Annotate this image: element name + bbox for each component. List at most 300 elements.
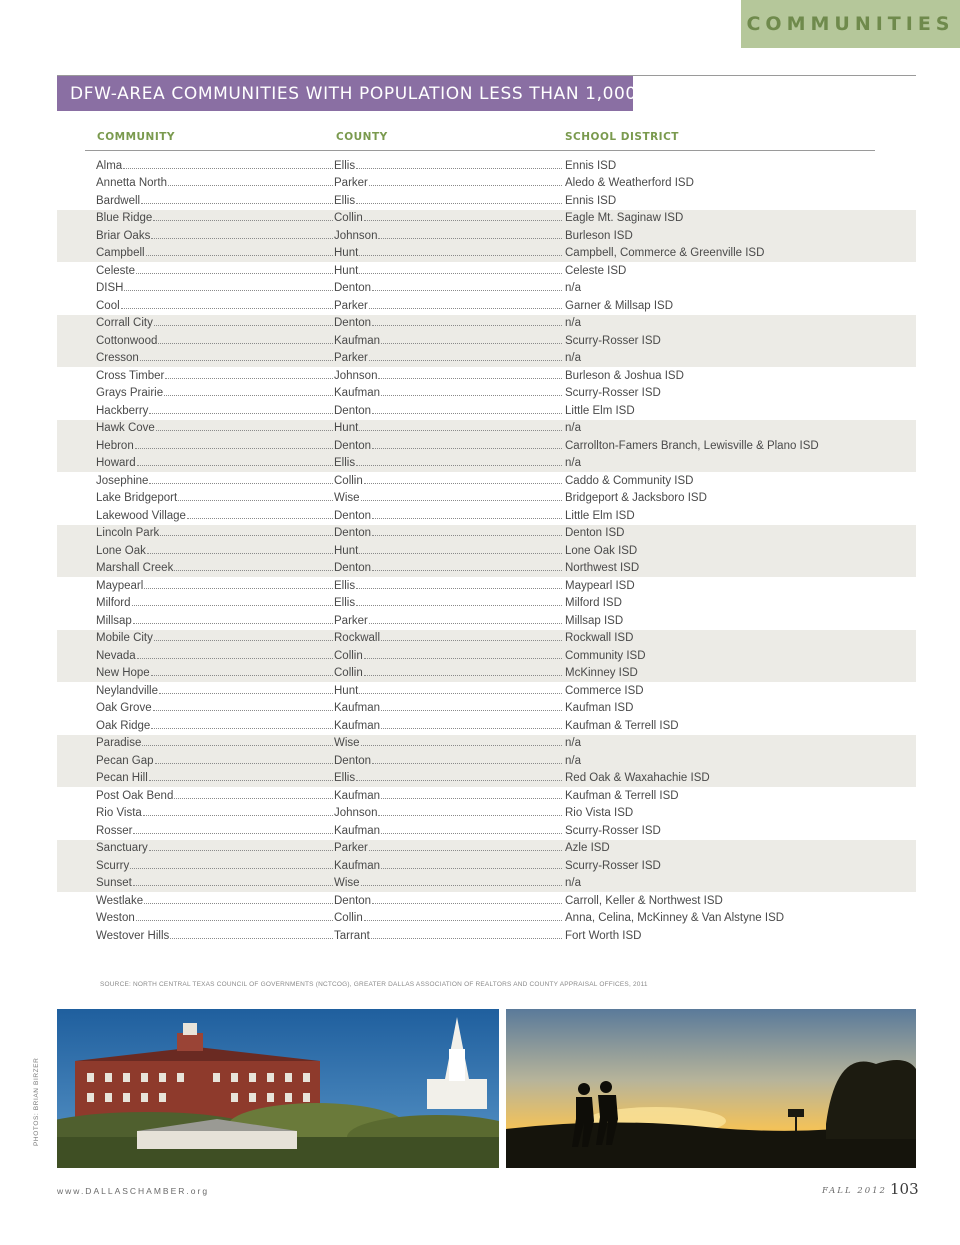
- community-cell-text: Josephine: [96, 474, 149, 487]
- county-cell-text: Parker: [334, 352, 368, 365]
- community-cell-text: Post Oak Bend: [96, 789, 174, 802]
- dot-leader: [164, 395, 333, 396]
- school-district-cell: [565, 685, 905, 697]
- community-cell-text: Cresson: [96, 352, 139, 365]
- dot-leader: [133, 885, 333, 886]
- community-cell: [96, 247, 334, 259]
- county-cell: [334, 405, 563, 417]
- dot-leader: [356, 465, 562, 466]
- table-row: [57, 700, 916, 718]
- school-district-cell-text: Bridgeport & Jacksboro ISD: [565, 492, 707, 505]
- dot-leader: [151, 728, 333, 729]
- county-cell: [334, 510, 563, 522]
- community-cell: [96, 615, 334, 627]
- table-row: [57, 192, 916, 210]
- table-row: [57, 560, 916, 578]
- table-row: [57, 805, 916, 823]
- dot-leader: [151, 675, 333, 676]
- school-district-cell: [565, 230, 905, 242]
- county-cell-text: Denton: [334, 509, 372, 522]
- community-cell-text: Sunset: [96, 877, 132, 890]
- school-district-cell: [565, 562, 905, 574]
- community-cell: [96, 632, 334, 644]
- county-cell: [334, 527, 563, 539]
- community-cell-text: Lincoln Park: [96, 527, 160, 540]
- school-district-cell: [565, 807, 905, 819]
- county-cell: [334, 282, 563, 294]
- county-cell: [334, 790, 563, 802]
- school-district-cell-text: Scurry-Rosser ISD: [565, 824, 661, 837]
- school-district-cell-text: Caddo & Community ISD: [565, 474, 694, 487]
- dot-leader: [369, 623, 562, 624]
- community-cell-text: Cottonwood: [96, 334, 158, 347]
- community-cell-text: New Hope: [96, 667, 150, 680]
- county-cell-text: Collin: [334, 912, 363, 925]
- school-district-cell: [565, 737, 905, 749]
- table-row: [57, 542, 916, 560]
- county-cell: [334, 300, 563, 312]
- community-cell-text: Scurry: [96, 859, 130, 872]
- community-cell-text: Oak Ridge: [96, 719, 151, 732]
- school-district-cell: [565, 632, 905, 644]
- school-district-cell: [565, 422, 905, 434]
- dot-leader: [137, 465, 333, 466]
- dot-leader: [154, 325, 333, 326]
- school-district-cell-text: Rio Vista ISD: [565, 807, 634, 820]
- county-cell: [334, 772, 563, 784]
- table-row: [57, 157, 916, 175]
- school-district-cell: [565, 160, 905, 172]
- county-cell-text: Collin: [334, 474, 363, 487]
- community-cell: [96, 527, 334, 539]
- dot-leader: [361, 745, 562, 746]
- dot-leader: [143, 815, 333, 816]
- dot-leader: [369, 850, 562, 851]
- school-district-cell-text: Scurry-Rosser ISD: [565, 334, 661, 347]
- dot-leader: [154, 640, 333, 641]
- school-district-cell-text: n/a: [565, 422, 581, 435]
- community-cell-text: Pecan Gap: [96, 754, 154, 767]
- community-cell-text: Lake Bridgeport: [96, 492, 178, 505]
- dot-leader: [359, 693, 562, 694]
- school-district-cell: [565, 702, 905, 714]
- community-cell: [96, 720, 334, 732]
- column-header-community: COMMUNITY: [97, 131, 176, 143]
- county-cell: [334, 842, 563, 854]
- county-cell-text: Hunt: [334, 422, 359, 435]
- community-cell-text: Hackberry: [96, 404, 149, 417]
- school-district-cell-text: Fort Worth ISD: [565, 929, 642, 942]
- school-district-cell: [565, 370, 905, 382]
- county-cell: [334, 440, 563, 452]
- community-cell: [96, 597, 334, 609]
- dot-leader: [147, 553, 333, 554]
- community-cell: [96, 667, 334, 679]
- footer-issue: FALL 2012: [822, 1186, 887, 1196]
- dot-leader: [356, 203, 562, 204]
- school-district-cell-text: Lone Oak ISD: [565, 544, 638, 557]
- community-cell-text: Cool: [96, 299, 120, 312]
- dot-leader: [359, 430, 562, 431]
- community-cell-text: Maypearl: [96, 579, 144, 592]
- community-cell: [96, 650, 334, 662]
- table-row: [57, 507, 916, 525]
- table-row: [57, 367, 916, 385]
- dot-leader: [135, 448, 333, 449]
- community-cell: [96, 685, 334, 697]
- community-cell: [96, 370, 334, 382]
- community-cell-text: Westlake: [96, 894, 144, 907]
- dot-leader: [372, 570, 562, 571]
- community-cell: [96, 160, 334, 172]
- dot-leader: [356, 168, 562, 169]
- community-cell: [96, 702, 334, 714]
- school-district-cell-text: Carrollton-Famers Branch, Lewisville & Plano ISD: [565, 439, 819, 452]
- county-cell-text: Kaufman: [334, 387, 381, 400]
- dot-leader: [356, 588, 562, 589]
- county-cell: [334, 667, 563, 679]
- school-district-cell-text: Kaufman & Terrell ISD: [565, 719, 679, 732]
- table-row: [57, 280, 916, 298]
- dot-leader: [174, 798, 333, 799]
- sunset-joggers-photo: [506, 1009, 916, 1168]
- dot-leader: [137, 658, 333, 659]
- school-district-cell: [565, 405, 905, 417]
- county-cell-text: Kaufman: [334, 789, 381, 802]
- dot-leader: [372, 290, 562, 291]
- county-cell-text: Kaufman: [334, 719, 381, 732]
- table-row: [57, 262, 916, 280]
- community-cell: [96, 177, 334, 189]
- dot-leader: [381, 710, 562, 711]
- table-row: [57, 385, 916, 403]
- county-cell-text: Hunt: [334, 264, 359, 277]
- community-cell-text: Milford: [96, 597, 131, 610]
- dot-leader: [149, 780, 333, 781]
- dot-leader: [381, 640, 562, 641]
- school-district-cell-text: Milford ISD: [565, 597, 622, 610]
- county-cell-text: Tarrant: [334, 929, 370, 942]
- school-district-cell: [565, 545, 905, 557]
- dot-leader: [378, 378, 562, 379]
- dot-leader: [187, 518, 333, 519]
- county-cell-text: Kaufman: [334, 859, 381, 872]
- community-cell: [96, 580, 334, 592]
- school-district-cell-text: Denton ISD: [565, 527, 625, 540]
- county-cell: [334, 545, 563, 557]
- community-cell: [96, 265, 334, 277]
- dot-leader: [141, 203, 333, 204]
- community-cell: [96, 912, 334, 924]
- school-district-cell-text: Red Oak & Waxahachie ISD: [565, 772, 710, 785]
- community-cell-text: Rio Vista: [96, 807, 142, 820]
- table-row: [57, 297, 916, 315]
- community-cell-text: Alma: [96, 159, 123, 172]
- county-cell-text: Ellis: [334, 457, 356, 470]
- table-row: [57, 647, 916, 665]
- table-row: [57, 577, 916, 595]
- county-cell-text: Denton: [334, 527, 372, 540]
- county-cell: [334, 877, 563, 889]
- school-district-cell-text: Garner & Millsap ISD: [565, 299, 674, 312]
- table-row: [57, 822, 916, 840]
- community-cell-text: Mobile City: [96, 632, 153, 645]
- table-row: [57, 227, 916, 245]
- community-cell: [96, 195, 334, 207]
- table-row: [57, 717, 916, 735]
- dot-leader: [132, 605, 333, 606]
- county-cell-text: Rockwall: [334, 632, 381, 645]
- school-district-cell: [565, 527, 905, 539]
- dot-leader: [151, 238, 333, 239]
- dot-leader: [121, 308, 333, 309]
- county-cell: [334, 650, 563, 662]
- county-cell: [334, 492, 563, 504]
- community-cell: [96, 895, 334, 907]
- school-district-cell-text: Aledo & Weatherford ISD: [565, 177, 694, 190]
- county-cell: [334, 335, 563, 347]
- dot-leader: [359, 255, 562, 256]
- table-row: [57, 437, 916, 455]
- footer-url[interactable]: www.DALLASCHAMBER.org: [57, 1186, 210, 1196]
- school-district-cell-text: n/a: [565, 317, 581, 330]
- table-row: [57, 350, 916, 368]
- community-cell: [96, 772, 334, 784]
- community-cell: [96, 422, 334, 434]
- county-cell: [334, 807, 563, 819]
- dot-leader: [153, 710, 333, 711]
- dot-leader: [381, 728, 562, 729]
- source-note: SOURCE: NORTH CENTRAL TEXAS COUNCIL OF GOVERNMENTS (NCTCOG), GREATER DALLAS ASSOCIATION OF REALTORS AND COUNTY APPRAISAL OFFICES, 2011: [100, 981, 648, 988]
- county-cell: [334, 317, 563, 329]
- page-number: 103: [890, 1180, 919, 1198]
- school-district-cell-text: Celeste ISD: [565, 264, 627, 277]
- dot-leader: [356, 780, 562, 781]
- table-row: [57, 245, 916, 263]
- school-district-cell-text: Azle ISD: [565, 842, 610, 855]
- school-district-cell: [565, 790, 905, 802]
- dot-leader: [361, 500, 562, 501]
- county-cell-text: Collin: [334, 212, 363, 225]
- dot-leader: [381, 395, 562, 396]
- school-district-cell: [565, 895, 905, 907]
- dot-leader: [381, 343, 562, 344]
- community-cell: [96, 492, 334, 504]
- dot-leader: [170, 938, 333, 939]
- dot-leader: [369, 185, 562, 186]
- community-cell-text: Weston: [96, 912, 135, 925]
- school-district-cell: [565, 212, 905, 224]
- table-row: [57, 612, 916, 630]
- school-district-cell: [565, 912, 905, 924]
- school-district-cell: [565, 842, 905, 854]
- community-cell: [96, 387, 334, 399]
- community-cell: [96, 562, 334, 574]
- community-cell-text: Sanctuary: [96, 842, 148, 855]
- county-cell-text: Johnson: [334, 369, 378, 382]
- community-cell-text: Briar Oaks: [96, 229, 151, 242]
- community-cell: [96, 475, 334, 487]
- county-cell: [334, 825, 563, 837]
- table-row: [57, 455, 916, 473]
- school-district-cell: [565, 300, 905, 312]
- dot-leader: [369, 308, 562, 309]
- county-cell-text: Collin: [334, 667, 363, 680]
- county-cell-text: Collin: [334, 649, 363, 662]
- community-cell: [96, 440, 334, 452]
- page-title: DFW-AREA COMMUNITIES WITH POPULATION LESS THAN 1,000: [57, 76, 633, 111]
- community-cell: [96, 842, 334, 854]
- county-cell: [334, 562, 563, 574]
- school-district-cell: [565, 825, 905, 837]
- header-rule: [85, 150, 875, 151]
- community-cell-text: Hebron: [96, 439, 134, 452]
- county-cell: [334, 737, 563, 749]
- school-district-cell: [565, 510, 905, 522]
- table-row: [57, 630, 916, 648]
- dot-leader: [124, 290, 333, 291]
- table-row: [57, 857, 916, 875]
- county-cell: [334, 265, 563, 277]
- dot-leader: [356, 605, 562, 606]
- county-cell: [334, 212, 563, 224]
- county-cell: [334, 247, 563, 259]
- county-cell: [334, 930, 563, 942]
- county-cell-text: Denton: [334, 894, 372, 907]
- school-district-cell: [565, 440, 905, 452]
- table-row: [57, 927, 916, 945]
- county-cell-text: Kaufman: [334, 334, 381, 347]
- table-row: [57, 682, 916, 700]
- community-cell: [96, 405, 334, 417]
- table-row: [57, 332, 916, 350]
- table-row: [57, 490, 916, 508]
- school-district-cell-text: Commerce ISD: [565, 684, 644, 697]
- county-cell: [334, 895, 563, 907]
- county-cell: [334, 195, 563, 207]
- dot-leader: [160, 535, 333, 536]
- community-cell-text: Bardwell: [96, 194, 141, 207]
- school-district-cell-text: Maypearl ISD: [565, 579, 635, 592]
- community-cell: [96, 825, 334, 837]
- school-district-cell-text: Rockwall ISD: [565, 632, 634, 645]
- school-district-cell-text: n/a: [565, 282, 581, 295]
- dot-leader: [144, 903, 333, 904]
- section-tab: COMMUNITIES: [741, 0, 960, 48]
- community-cell-text: Millsap: [96, 614, 132, 627]
- dot-leader: [140, 360, 333, 361]
- county-cell-text: Denton: [334, 562, 372, 575]
- community-cell-text: Blue Ridge: [96, 212, 153, 225]
- county-cell: [334, 160, 563, 172]
- dot-leader: [364, 675, 562, 676]
- school-district-cell: [565, 755, 905, 767]
- county-cell-text: Ellis: [334, 194, 356, 207]
- county-cell-text: Parker: [334, 177, 368, 190]
- county-cell: [334, 370, 563, 382]
- dot-leader: [372, 413, 562, 414]
- community-cell: [96, 755, 334, 767]
- school-district-cell-text: Ennis ISD: [565, 159, 617, 172]
- dot-leader: [159, 693, 333, 694]
- school-district-cell: [565, 930, 905, 942]
- dot-leader: [372, 763, 562, 764]
- dot-leader: [372, 535, 562, 536]
- community-cell-text: Paradise: [96, 737, 142, 750]
- school-district-cell: [565, 772, 905, 784]
- community-cell: [96, 930, 334, 942]
- county-cell: [334, 230, 563, 242]
- table-row: [57, 315, 916, 333]
- school-district-cell: [565, 195, 905, 207]
- school-district-cell-text: Campbell, Commerce & Greenville ISD: [565, 247, 765, 260]
- school-district-cell-text: Eagle Mt. Saginaw ISD: [565, 212, 684, 225]
- table-row: [57, 175, 916, 193]
- school-district-cell-text: Northwest ISD: [565, 562, 640, 575]
- school-district-cell: [565, 177, 905, 189]
- county-cell: [334, 860, 563, 872]
- community-cell-text: Marshall Creek: [96, 562, 174, 575]
- column-header-school-district: SCHOOL DISTRICT: [565, 131, 679, 143]
- dot-leader: [381, 798, 562, 799]
- school-district-cell-text: Millsap ISD: [565, 614, 624, 627]
- community-cell: [96, 230, 334, 242]
- dot-leader: [123, 168, 333, 169]
- community-cell-text: Celeste: [96, 264, 135, 277]
- community-cell-text: Pecan Hill: [96, 772, 148, 785]
- school-district-cell: [565, 265, 905, 277]
- table-row: [57, 402, 916, 420]
- dot-leader: [372, 903, 562, 904]
- community-cell-text: Lakewood Village: [96, 509, 186, 522]
- county-cell: [334, 352, 563, 364]
- school-district-cell: [565, 492, 905, 504]
- table-row: [57, 420, 916, 438]
- dot-leader: [149, 850, 333, 851]
- dot-leader: [133, 623, 333, 624]
- dot-leader: [153, 220, 333, 221]
- county-cell: [334, 422, 563, 434]
- community-cell-text: Corrall City: [96, 317, 153, 330]
- dot-leader: [149, 483, 333, 484]
- community-cell: [96, 790, 334, 802]
- county-cell: [334, 457, 563, 469]
- community-cell: [96, 300, 334, 312]
- school-district-cell-text: Anna, Celina, McKinney & Van Alstyne ISD: [565, 912, 785, 925]
- community-cell-text: Westover Hills: [96, 929, 170, 942]
- table-row: [57, 525, 916, 543]
- school-district-cell: [565, 860, 905, 872]
- county-cell-text: Denton: [334, 439, 372, 452]
- county-cell-text: Hunt: [334, 684, 359, 697]
- table-row: [57, 752, 916, 770]
- school-district-cell: [565, 387, 905, 399]
- county-cell: [334, 912, 563, 924]
- school-district-cell-text: Kaufman & Terrell ISD: [565, 789, 679, 802]
- dot-leader: [133, 833, 333, 834]
- community-cell-text: DISH: [96, 282, 124, 295]
- county-cell: [334, 702, 563, 714]
- school-district-cell-text: McKinney ISD: [565, 667, 638, 680]
- school-district-cell: [565, 352, 905, 364]
- dot-leader: [378, 815, 562, 816]
- school-district-cell-text: n/a: [565, 737, 581, 750]
- community-cell: [96, 317, 334, 329]
- table-row: [57, 472, 916, 490]
- photo-credit: PHOTOS: BRIAN BIRZER: [33, 1057, 40, 1146]
- county-cell: [334, 615, 563, 627]
- school-district-cell: [565, 615, 905, 627]
